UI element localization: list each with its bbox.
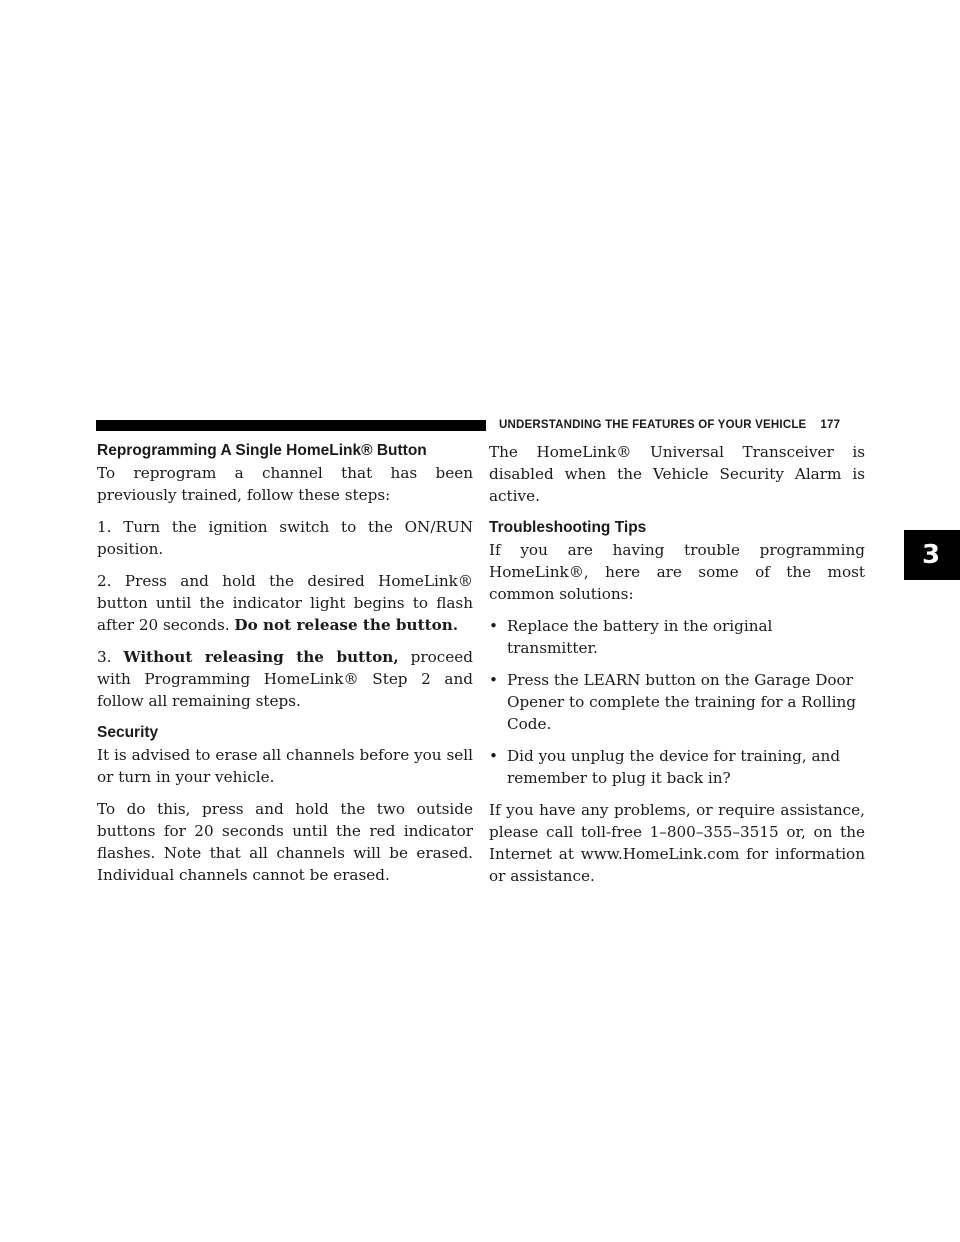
heading-security: Security — [97, 724, 159, 741]
tips-list — [489, 615, 865, 789]
security-paragraph-2: To do this, press and hold the two outside buttons for 20 seconds until the red indicator flashes. Note that all channels will be erased. Individual channels cannot be erased. — [97, 800, 473, 884]
heading-reprogramming: Reprogramming A Single HomeLink® Button — [97, 442, 427, 459]
security-paragraph-1: It is advised to erase all channels before you sell or turn in your vehicle. — [97, 746, 473, 786]
step-2-text: 2. Press and hold the desired HomeLink® button until the indicator light begins to flash after 20 seconds. — [97, 572, 473, 634]
troubleshooting-intro: If you are having trouble programming HomeLink®, here are some of the most common solutions: — [489, 541, 865, 603]
bullet-icon: • — [489, 617, 498, 635]
section-title: UNDERSTANDING THE FEATURES OF YOUR VEHICLE — [499, 419, 807, 431]
step-3-number: 3. — [97, 648, 124, 666]
step-1: 1. Turn the ignition switch to the ON/RUN position. — [97, 518, 473, 558]
left-column — [97, 441, 473, 896]
list-item — [489, 669, 865, 735]
list-item — [489, 615, 865, 659]
step-3 — [97, 646, 473, 712]
bullet-icon: • — [489, 671, 498, 689]
bullet-icon: • — [489, 747, 498, 765]
chapter-tab: 3 — [904, 530, 960, 580]
step-3-text: proceed with Programming HomeLink® Step 2 and follow all remaining steps. — [97, 648, 473, 710]
step-3-bold: Without releasing the button, — [123, 648, 399, 666]
step-2 — [97, 570, 473, 636]
tip-text: Did you unplug the device for training, and remember to plug it back in? — [507, 747, 841, 787]
heading-troubleshooting: Troubleshooting Tips — [489, 519, 647, 536]
list-item — [489, 745, 865, 789]
page-number: 177 — [820, 419, 841, 431]
tip-text: Replace the battery in the original transmitter. — [507, 617, 773, 657]
disabled-note: The HomeLink® Universal Transceiver is disabled when the Vehicle Security Alarm is active. — [489, 443, 865, 505]
right-column — [489, 441, 865, 897]
assistance-paragraph: If you have any problems, or require assistance, please call toll-free 1–800–355–3515 or, on the Internet at www.HomeLink.com for information or assistance. — [489, 801, 865, 885]
running-header — [499, 417, 869, 433]
intro-paragraph: To reprogram a channel that has been previously trained, follow these steps: — [97, 464, 473, 504]
step-2-warning: Do not release the button. — [234, 616, 459, 634]
header-rule — [96, 420, 486, 431]
tip-text: Press the LEARN button on the Garage Door Opener to complete the training for a Rolling Code. — [507, 671, 856, 733]
